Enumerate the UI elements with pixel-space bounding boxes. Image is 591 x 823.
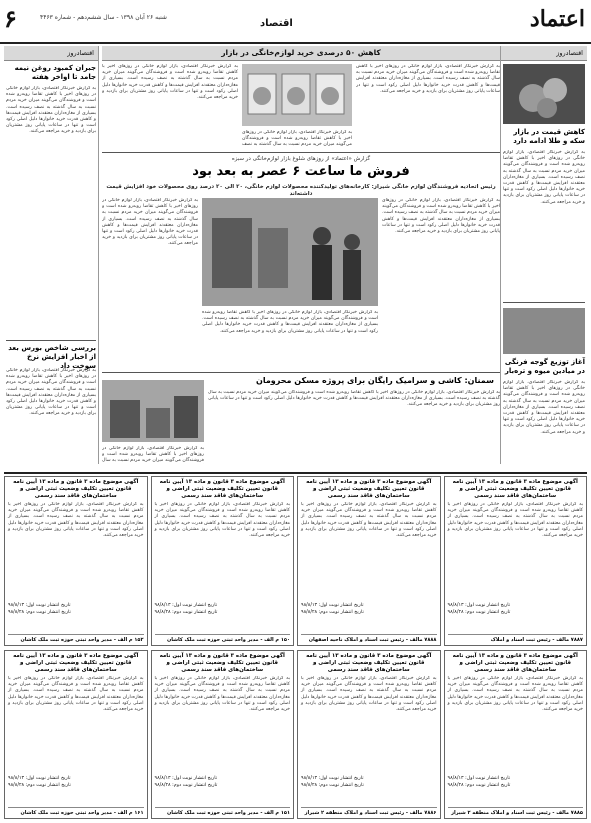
factory-icon <box>102 380 204 442</box>
ad-date-first: تاریخ انتشار نوبت اول: ۹۸/۸/۱۳ <box>154 603 218 608</box>
tomato-photo <box>503 308 585 354</box>
ad-footer: ۷۸۸۶ مالف - رئیس ثبت اسناد و املاک منطقه ۲ شیراز <box>301 807 437 816</box>
ad-body: به گزارش خبرنگار اقتصادی، بازار لوازم خانگی در روزهای اخیر با کاهش تقاضا روبه‌رو شده است و فروشندگان می‌گویند میزان خرید مردم نسبت به سال گذشته به نصف رسیده است. بسیاری از مغازه‌داران معتقدند افزایش قیمت‌ها و کاهش قدرت خرید خانوارها دلیل اصلی رکود است و تنها در ساعات پایانی روز مشتریان برای بازدید و خرید مراجعه می‌کنند. <box>301 502 437 539</box>
legal-ad-box <box>444 650 588 819</box>
second-story <box>102 376 500 468</box>
appliance-shop-photo <box>242 64 352 126</box>
ad-body: به گزارش خبرنگار اقتصادی، بازار لوازم خانگی در روزهای اخیر با کاهش تقاضا روبه‌رو شده است و فروشندگان می‌گویند میزان خرید مردم نسبت به سال گذشته به نصف رسیده است. بسیاری از مغازه‌داران معتقدند افزایش قیمت‌ها و کاهش قدرت خرید خانوارها دلیل اصلی رکود است و تنها در ساعات پایانی روز مشتریان برای بازدید و خرید مراجعه می‌کنند. <box>447 502 583 539</box>
ad-date-second: تاریخ انتشار نوبت دوم: ۹۸/۸/۲۸ <box>8 610 71 615</box>
right-story2-body: به گزارش خبرنگار اقتصادی، بازار لوازم خانگی در روزهای اخیر با کاهش تقاضا روبه‌رو شده است و فروشندگان می‌گویند میزان خرید مردم نسبت به سال گذشته به نصف رسیده است. بسیاری از مغازه‌داران معتقدند افزایش قیمت‌ها و کاهش قدرت خرید خانوارها دلیل اصلی رکود است و تنها در ساعات پایانی روز مشتریان برای بازدید و خرید مراجعه می‌کنند. <box>503 380 585 435</box>
right-story1-body: به گزارش خبرنگار اقتصادی، بازار لوازم خانگی در روزهای اخیر با کاهش تقاضا روبه‌رو شده است و فروشندگان می‌گویند میزان خرید مردم نسبت به سال گذشته به نصف رسیده است. بسیاری از مغازه‌داران معتقدند افزایش قیمت‌ها و کاهش قدرت خرید خانوارها دلیل اصلی رکود است و تنها در ساعات پایانی روز مشتریان برای بازدید و خرید مراجعه می‌کنند. <box>503 150 585 205</box>
ads-row-1 <box>4 476 587 646</box>
divider <box>102 372 500 373</box>
right-story1-headline: کاهش قیمت در بازار سکه و طلا ادامه دارد <box>513 128 585 145</box>
ad-date-first: تاریخ انتشار نوبت اول: ۹۸/۸/۱۳ <box>8 776 71 781</box>
left-column-label: اقتصادروز <box>4 46 98 61</box>
ad-title: آگهی موضوع ماده ۳ قانون و ماده ۱۳ آیین نامه قانون تعیین تکلیف وضعیت ثبتی اراضی و ساختمان‌های فاقد سند رسمی <box>452 479 578 499</box>
divider <box>6 340 96 341</box>
right-column-label: اقتصادروز <box>501 46 587 61</box>
top-banner-headline: کاهش ۵۰ درصدی خرید لوازم‌خانگی در بازار <box>102 46 500 61</box>
legal-ad-box <box>4 650 148 819</box>
ad-footer: ۷۸۸۷ مالف - رئیس ثبت اسناد و املاک <box>448 634 584 643</box>
ad-footer: ۱۶۱ م الف - مدیر واحد ثبتی حوزه ثبت ملک کاشان <box>8 807 144 816</box>
section-title: اقتصاد <box>260 18 293 29</box>
legal-ad-box <box>297 650 441 819</box>
ad-body: به گزارش خبرنگار اقتصادی، بازار لوازم خانگی در روزهای اخیر با کاهش تقاضا روبه‌رو شده است و فروشندگان می‌گویند میزان خرید مردم نسبت به سال گذشته به نصف رسیده است. بسیاری از مغازه‌داران معتقدند افزایش قیمت‌ها و کاهش قدرت خرید خانوارها دلیل اصلی رکود است و تنها در ساعات پایانی روز مشتریان برای بازدید و خرید مراجعه می‌کنند. <box>154 676 290 713</box>
ad-date-second: تاریخ انتشار نوبت دوم: ۹۸/۸/۲۸ <box>8 783 71 788</box>
banner-body-right: به گزارش خبرنگار اقتصادی، بازار لوازم خانگی در روزهای اخیر با کاهش تقاضا روبه‌رو شده است و فروشندگان می‌گویند میزان خرید مردم نسبت به سال گذشته به نصف رسیده است. بسیاری از مغازه‌داران معتقدند افزایش قیمت‌ها و کاهش قدرت خرید خانوارها دلیل اصلی رکود است و تنها در ساعات پایانی روز مشتریان برای بازدید و خرید مراجعه می‌کنند. <box>356 64 500 94</box>
main-story <box>102 156 500 368</box>
ads-row-2 <box>4 650 587 819</box>
ad-date-first: تاریخ انتشار نوبت اول: ۹۸/۸/۱۳ <box>8 603 71 608</box>
ad-footer: ۷۸۸۵ مالف - رئیس ثبت اسناد و املاک منطقه ۲ شیراز <box>448 807 584 816</box>
ad-title: آگهی موضوع ماده ۳ قانون و ماده ۱۳ آیین نامه قانون تعیین تکلیف وضعیت ثبتی اراضی و ساختمان‌های فاقد سند رسمی <box>13 653 139 673</box>
divider <box>102 152 500 153</box>
ad-date-second: تاریخ انتشار نوبت دوم: ۹۸/۸/۲۸ <box>301 610 364 615</box>
ad-title: آگهی موضوع ماده ۳ قانون و ماده ۱۳ آیین نامه قانون تعیین تکلیف وضعیت ثبتی اراضی و ساختمان‌های فاقد سند رسمی <box>159 653 285 673</box>
ad-body: به گزارش خبرنگار اقتصادی، بازار لوازم خانگی در روزهای اخیر با کاهش تقاضا روبه‌رو شده است و فروشندگان می‌گویند میزان خرید مردم نسبت به سال گذشته به نصف رسیده است. بسیاری از مغازه‌داران معتقدند افزایش قیمت‌ها و کاهش قدرت خرید خانوارها دلیل اصلی رکود است و تنها در ساعات پایانی روز مشتریان برای بازدید و خرید مراجعه می‌کنند. <box>301 676 437 713</box>
ad-date-first: تاریخ انتشار نوبت اول: ۹۸/۸/۱۳ <box>447 603 511 608</box>
ad-date-first: تاریخ انتشار نوبت اول: ۹۸/۸/۱۳ <box>301 603 364 608</box>
tiles-photo <box>102 380 204 442</box>
ad-footer: ۱۵۰ م الف - مدیر واحد ثبتی حوزه ثبت ملک کاشان <box>155 634 291 643</box>
ad-date-first: تاریخ انتشار نوبت اول: ۹۸/۸/۱۳ <box>301 776 364 781</box>
ads-section <box>4 476 587 819</box>
ad-date-second: تاریخ انتشار نوبت دوم: ۹۸/۸/۲۸ <box>154 610 218 615</box>
banner-body-center: به گزارش خبرنگار اقتصادی، بازار لوازم خانگی در روزهای اخیر با کاهش تقاضا روبه‌رو شده است و فروشندگان می‌گویند میزان خرید مردم نسبت به سال گذشته به نصف <box>242 130 352 148</box>
legal-ad-box <box>151 476 295 646</box>
ad-body: به گزارش خبرنگار اقتصادی، بازار لوازم خانگی در روزهای اخیر با کاهش تقاضا روبه‌رو شده است و فروشندگان می‌گویند میزان خرید مردم نسبت به سال گذشته به نصف رسیده است. بسیاری از مغازه‌داران معتقدند افزایش قیمت‌ها و کاهش قدرت خرید خانوارها دلیل اصلی رکود است و تنها در ساعات پایانی روز مشتریان برای بازدید و خرید مراجعه می‌کنند. <box>154 502 290 539</box>
second-story-body: به گزارش خبرنگار اقتصادی، بازار لوازم خانگی در روزهای اخیر با کاهش تقاضا روبه‌رو شده است و فروشندگان می‌گویند میزان خرید مردم نسبت به سال گذشته به نصف رسیده است. بسیاری از مغازه‌داران معتقدند افزایش قیمت‌ها و کاهش قدرت خرید خانوارها دلیل اصلی رکود است و تنها در ساعات پایانی روز مشتریان برای بازدید و خرید مراجعه می‌کنند. <box>208 390 500 408</box>
ad-title: آگهی موضوع ماده ۳ قانون و ماده ۱۳ آیین نامه قانون تعیین تکلیف وضعیت ثبتی اراضی و ساختمان‌های فاقد سند رسمی <box>13 479 139 499</box>
ad-footer: ۷۸۸۸ مالف - رئیس ثبت اسناد و املاک ناحیه اصفهان <box>301 634 437 643</box>
ad-date-second: تاریخ انتشار نوبت دوم: ۹۸/۸/۲۸ <box>301 783 364 788</box>
store-scene-icon <box>202 198 378 306</box>
legal-ad-box <box>297 476 441 646</box>
ad-date-second: تاریخ انتشار نوبت دوم: ۹۸/۸/۲۸ <box>447 783 511 788</box>
divider <box>503 302 585 303</box>
banner-body-left: به گزارش خبرنگار اقتصادی، بازار لوازم خانگی در روزهای اخیر با کاهش تقاضا روبه‌رو شده است و فروشندگان می‌گویند میزان خرید مردم نسبت به سال گذشته به نصف رسیده است. بسیاری از مغازه‌داران معتقدند افزایش قیمت‌ها و کاهش قدرت خرید خانوارها دلیل اصلی رکود است و تنها در ساعات پایانی روز مشتریان برای بازدید و خرید مراجعه می‌کنند. <box>102 64 238 101</box>
ad-footer: ۱۵۱ م الف - مدیر واحد ثبتی حوزه ثبت ملک کاشان <box>155 807 291 816</box>
ads-divider <box>4 472 587 474</box>
washing-machine-icon <box>242 64 352 126</box>
ad-date-first: تاریخ انتشار نوبت اول: ۹۸/۸/۱۳ <box>447 776 511 781</box>
main-story-col2: به گزارش خبرنگار اقتصادی، بازار لوازم خانگی در روزهای اخیر با کاهش تقاضا روبه‌رو شده است و فروشندگان می‌گویند میزان خرید مردم نسبت به سال گذشته به نصف رسیده است. بسیاری از مغازه‌داران معتقدند افزایش قیمت‌ها و کاهش قدرت خرید خانوارها دلیل اصلی رکود است و تنها در ساعات پایانی روز مشتریان برای بازدید و خرید مراجعه می‌کنند. <box>202 310 378 334</box>
second-story-body-2: به گزارش خبرنگار اقتصادی، بازار لوازم خانگی در روزهای اخیر با کاهش تقاضا روبه‌رو شده است و فروشندگان می‌گویند میزان خرید مردم نسبت به سال <box>102 446 204 464</box>
shoppers-photo <box>202 198 378 306</box>
legal-ad-box <box>151 650 295 819</box>
second-story-headline: سمنان: کاشی و سرامیک رایگان برای پروژه مسکن محرومان <box>256 376 494 385</box>
main-story-kicker: گزارش «اعتماد» از روزهای شلوغ بازار لوازم‌خانگی در سبزه <box>231 156 371 162</box>
left-column <box>4 46 99 464</box>
right-story2-headline: آغاز توزیع گوجه فرنگی در میادین میوه و تره‌بار <box>504 358 585 375</box>
legal-ad-box <box>4 476 148 646</box>
ad-date-second: تاریخ انتشار نوبت دوم: ۹۸/۸/۲۸ <box>154 783 218 788</box>
ad-body: به گزارش خبرنگار اقتصادی، بازار لوازم خانگی در روزهای اخیر با کاهش تقاضا روبه‌رو شده است و فروشندگان می‌گویند میزان خرید مردم نسبت به سال گذشته به نصف رسیده است. بسیاری از مغازه‌داران معتقدند افزایش قیمت‌ها و کاهش قدرت خرید خانوارها دلیل اصلی رکود است و تنها در ساعات پایانی روز مشتریان برای بازدید و خرید مراجعه می‌کنند. <box>8 676 144 713</box>
masthead <box>0 0 591 44</box>
ad-body: به گزارش خبرنگار اقتصادی، بازار لوازم خانگی در روزهای اخیر با کاهش تقاضا روبه‌رو شده است و فروشندگان می‌گویند میزان خرید مردم نسبت به سال گذشته به نصف رسیده است. بسیاری از مغازه‌داران معتقدند افزایش قیمت‌ها و کاهش قدرت خرید خانوارها دلیل اصلی رکود است و تنها در ساعات پایانی روز مشتریان برای بازدید و خرید مراجعه می‌کنند. <box>447 676 583 713</box>
ad-date-second: تاریخ انتشار نوبت دوم: ۹۸/۸/۲۸ <box>447 610 511 615</box>
main-story-col3: به گزارش خبرنگار اقتصادی، بازار لوازم خانگی در روزهای اخیر با کاهش تقاضا روبه‌رو شده است و فروشندگان می‌گویند میزان خرید مردم نسبت به سال گذشته به نصف رسیده است. بسیاری از مغازه‌داران معتقدند افزایش قیمت‌ها و کاهش قدرت خرید خانوارها دلیل اصلی رکود است و تنها در ساعات پایانی روز مشتریان برای بازدید و خرید مراجعه می‌کنند. <box>102 198 198 247</box>
top-banner-story <box>102 46 500 150</box>
main-story-col1: به گزارش خبرنگار اقتصادی، بازار لوازم خانگی در روزهای اخیر با کاهش تقاضا روبه‌رو شده است و فروشندگان می‌گویند میزان خرید مردم نسبت به سال گذشته به نصف رسیده است. بسیاری از مغازه‌داران معتقدند افزایش قیمت‌ها و کاهش قدرت خرید خانوارها دلیل اصلی رکود است و تنها در ساعات پایانی روز مشتریان برای بازدید و خرید مراجعه می‌کنند. <box>382 198 500 235</box>
coin-icon <box>503 64 585 124</box>
ad-title: آگهی موضوع ماده ۳ قانون و ماده ۱۳ آیین نامه قانون تعیین تکلیف وضعیت ثبتی اراضی و ساختمان‌های فاقد سند رسمی <box>306 479 432 499</box>
left-story1-headline: جبران کمبود روغن نیمه جامد تا اواخر هفته <box>14 64 96 81</box>
left-story2-headline: بررسی شاخص بورس بعد از اخبار افزایش نرخ سوخت داد <box>8 344 96 370</box>
left-story1-body: به گزارش خبرنگار اقتصادی، بازار لوازم خانگی در روزهای اخیر با کاهش تقاضا روبه‌رو شده است و فروشندگان می‌گویند میزان خرید مردم نسبت به سال گذشته به نصف رسیده است. بسیاری از مغازه‌داران معتقدند افزایش قیمت‌ها و کاهش قدرت خرید خانوارها دلیل اصلی رکود است و تنها در ساعات پایانی روز مشتریان برای بازدید و خرید مراجعه می‌کنند. <box>6 86 96 135</box>
ad-footer: ۱۵۲ م الف - مدیر واحد ثبتی حوزه ثبت ملک کاشان <box>8 634 144 643</box>
gold-coin-photo <box>503 64 585 124</box>
newspaper-logo: اعتماد <box>529 6 585 32</box>
legal-ad-box <box>444 476 588 646</box>
left-story2-body: به گزارش خبرنگار اقتصادی، بازار لوازم خانگی در روزهای اخیر با کاهش تقاضا روبه‌رو شده است و فروشندگان می‌گویند میزان خرید مردم نسبت به سال گذشته به نصف رسیده است. بسیاری از مغازه‌داران معتقدند افزایش قیمت‌ها و کاهش قدرت خرید خانوارها دلیل اصلی رکود است و تنها در ساعات پایانی روز مشتریان برای بازدید و خرید مراجعه می‌کنند. <box>6 368 96 417</box>
ad-body: به گزارش خبرنگار اقتصادی، بازار لوازم خانگی در روزهای اخیر با کاهش تقاضا روبه‌رو شده است و فروشندگان می‌گویند میزان خرید مردم نسبت به سال گذشته به نصف رسیده است. بسیاری از مغازه‌داران معتقدند افزایش قیمت‌ها و کاهش قدرت خرید خانوارها دلیل اصلی رکود است و تنها در ساعات پایانی روز مشتریان برای بازدید و خرید مراجعه می‌کنند. <box>8 502 144 539</box>
main-story-headline: فروش ما ساعت ۶ عصر به بعد بود <box>192 164 410 179</box>
ad-title: آگهی موضوع ماده ۳ قانون و ماده ۱۳ آیین نامه قانون تعیین تکلیف وضعیت ثبتی اراضی و ساختمان‌های فاقد سند رسمی <box>452 653 578 673</box>
ad-date-first: تاریخ انتشار نوبت اول: ۹۸/۸/۱۳ <box>154 776 218 781</box>
right-column <box>500 46 587 464</box>
main-story-lead: رئیس اتحادیه فروشندگان لوازم خانگی شیراز: کارخانه‌های تولیدکننده محصولات لوازم خانگی، ۲۰ الی ۲۰ درصد روی محصولات خود افزایش قیمت داشته‌اند <box>106 184 496 197</box>
page-number: ۶ <box>4 4 17 33</box>
ad-title: آگهی موضوع ماده ۳ قانون و ماده ۱۳ آیین نامه قانون تعیین تکلیف وضعیت ثبتی اراضی و ساختمان‌های فاقد سند رسمی <box>306 653 432 673</box>
dateline: شنبه ۲۶ آبان ۱۳۹۸ - سال ششم‌دهم - شماره ۴۴۶۳ <box>40 14 167 21</box>
ad-title: آگهی موضوع ماده ۳ قانون و ماده ۱۳ آیین نامه قانون تعیین تکلیف وضعیت ثبتی اراضی و ساختمان‌های فاقد سند رسمی <box>159 479 285 499</box>
